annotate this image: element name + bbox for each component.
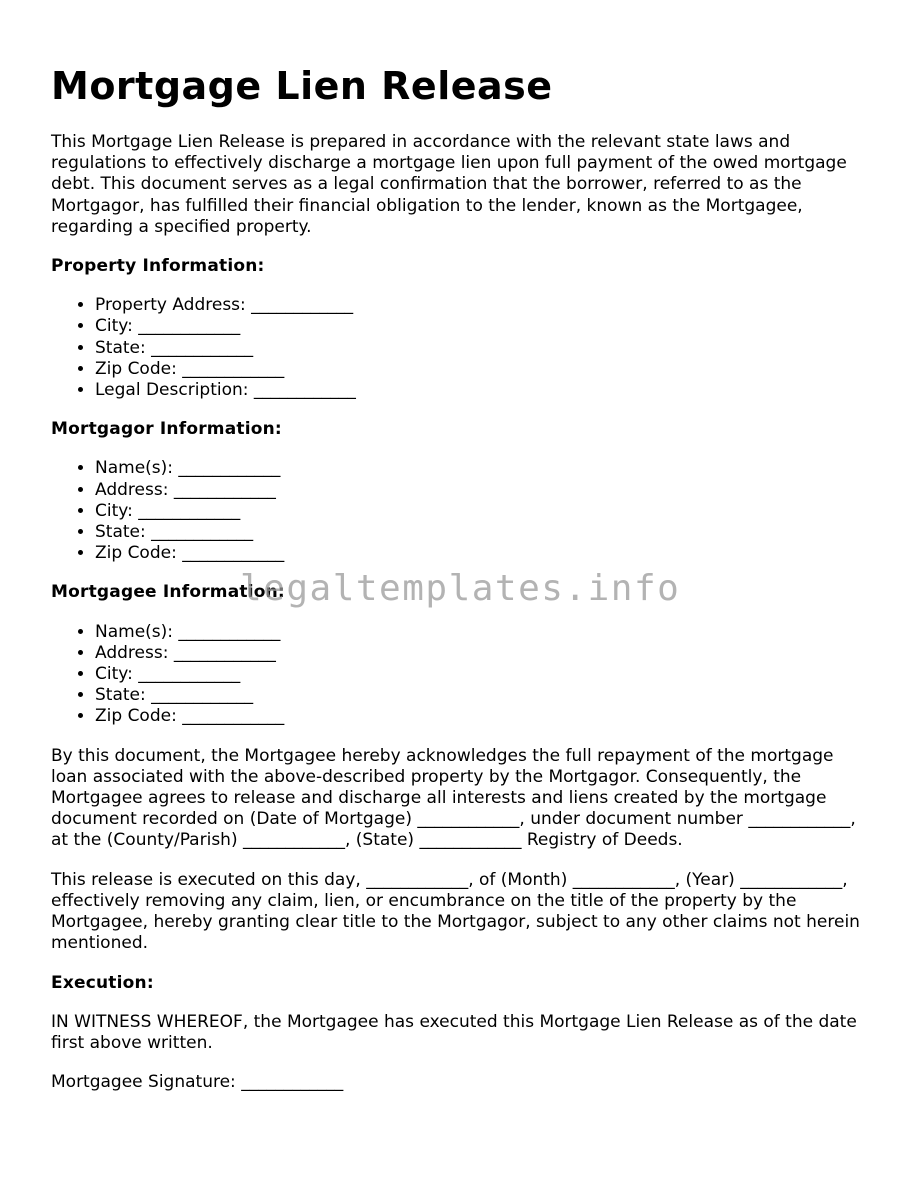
property-address-field: • Property Address: ____________ xyxy=(95,295,863,316)
intro-paragraph: This Mortgage Lien Release is prepared in accordance with the relevant state laws and regulations to effectively discharge a mortgage lien upon full payment of the owed mortgage debt. This document serves as a legal confirmation that the borrower, referred to as the Mortgagor, has fulfilled their financial obligation to the lender, known as the Mortgagee, regarding a specified property. xyxy=(51,132,847,237)
property-information-heading: Property Information: xyxy=(51,256,265,277)
mortgagee-city-field: • City: ____________ xyxy=(95,664,863,685)
mortgagor-state-field: • State: ____________ xyxy=(95,522,863,543)
property-legal-description-field: • Legal Description: ____________ xyxy=(95,380,863,401)
mortgagor-zip-code-field: • Zip Code: ____________ xyxy=(95,543,863,564)
mortgagee-names-field: • Name(s): ____________ xyxy=(95,622,863,643)
document-title: Mortgage Lien Release xyxy=(51,64,553,108)
mortgagee-signature-line: Mortgagee Signature: ____________ xyxy=(51,1072,344,1093)
execution-heading: Execution: xyxy=(51,972,154,993)
mortgagor-names-field: • Name(s): ____________ xyxy=(95,458,863,479)
mortgagee-zip-code-field: • Zip Code: ____________ xyxy=(95,706,863,727)
watermark-text: legaltemplates.info xyxy=(240,568,681,609)
mortgagor-information-list xyxy=(51,458,863,564)
property-city-field: • City: ____________ xyxy=(95,316,863,337)
acknowledgement-paragraph: By this document, the Mortgagee hereby acknowledges the full repayment of the mortgage loan associated with the above-described property by the Mortgagor. Consequently, the Mortgagee agrees to release and discharge all interests and liens created by the mortgage document recorded on (Date of Mortgage) ____________, under document number ____________, at the (County/Parish) ____________, (State) ____________ Registry of Deeds. xyxy=(51,745,856,851)
document-body xyxy=(51,132,863,1111)
release-paragraph: This release is executed on this day, ____________, of (Month) ____________, (Year) ____________, effectively removing any claim, lien, or encumbrance on the title of the property by the Mortgagee, hereby granting clear title to the Mortgagor, subject to any other claims not herein mentioned. xyxy=(51,869,860,954)
mortgagee-state-field: • State: ____________ xyxy=(95,685,863,706)
property-information-list xyxy=(51,295,863,401)
property-zip-code-field: • Zip Code: ____________ xyxy=(95,359,863,380)
witness-paragraph: IN WITNESS WHEREOF, the Mortgagee has executed this Mortgage Lien Release as of the date first above written. xyxy=(51,1011,857,1053)
mortgagor-information-heading: Mortgagor Information: xyxy=(51,419,282,440)
property-state-field: • State: ____________ xyxy=(95,338,863,359)
mortgagor-address-field: • Address: ____________ xyxy=(95,480,863,501)
mortgagee-information-heading: Mortgagee Information: xyxy=(51,582,285,603)
mortgagee-address-field: • Address: ____________ xyxy=(95,643,863,664)
mortgagee-information-list xyxy=(51,622,863,728)
mortgagor-city-field: • City: ____________ xyxy=(95,501,863,522)
